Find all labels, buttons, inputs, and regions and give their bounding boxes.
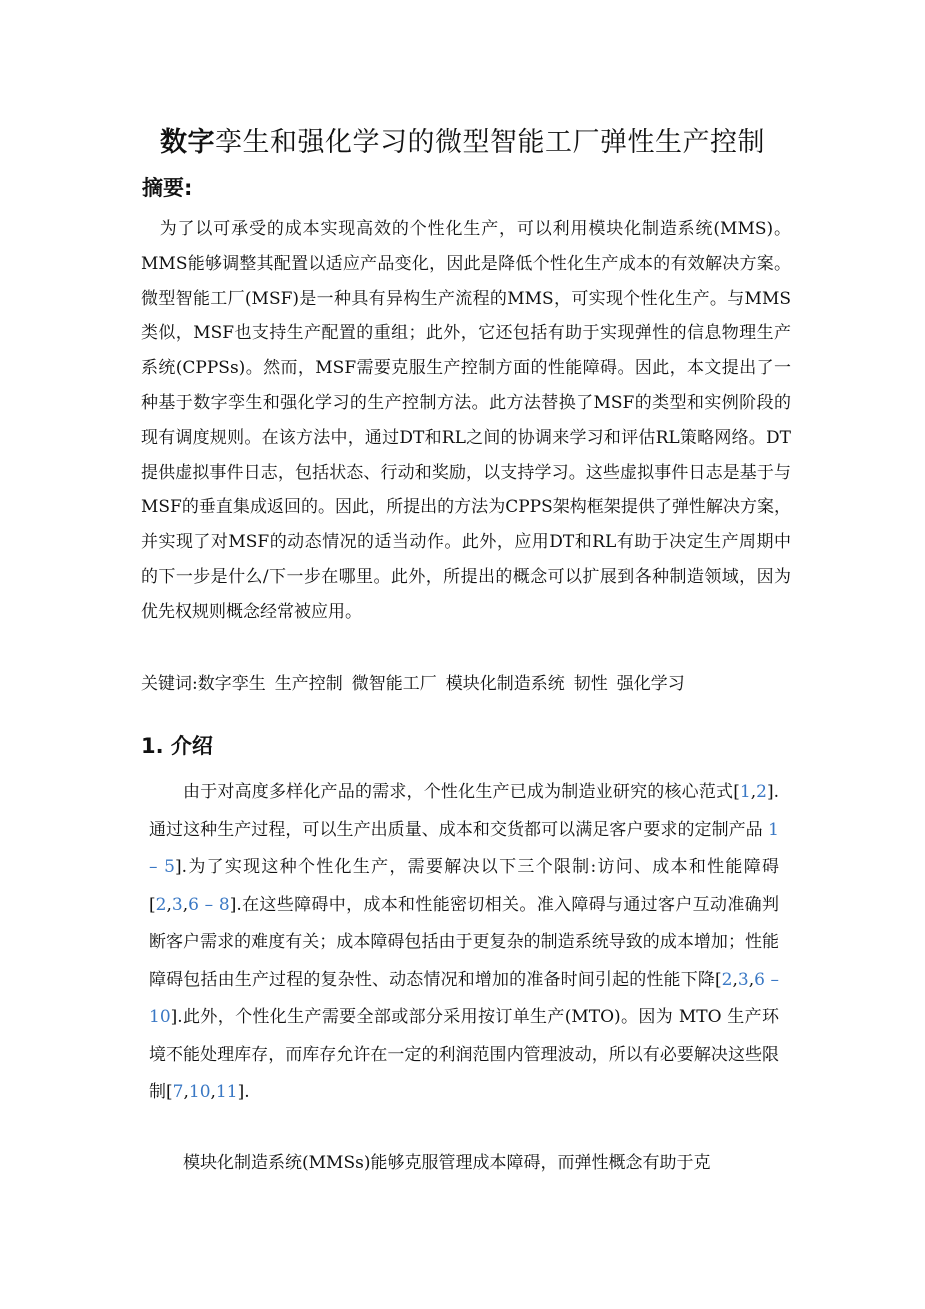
section-heading-introduction: 1. 介绍 — [141, 734, 213, 758]
body-text: 由于对高度多样化产品的需求，个性化生产已成为制造业研究的核心范式[ — [183, 782, 740, 802]
citation-link[interactable]: 6 – 8 — [188, 894, 230, 915]
body-text: , — [210, 1082, 216, 1102]
body-text: , — [748, 969, 755, 990]
body-text: ].在这些障碍中，成本和性能密切相关。准入障碍与通过客户互动准确判断客户需求的难度有关；成本障碍包括由于更复杂的制造系统导致的成本增加；性能障碍包括由生产过程的复杂性、动态情况和增加的准备时间引起的性能下降[ — [149, 894, 779, 990]
citation-link[interactable]: 2 — [721, 969, 733, 990]
citation-link[interactable]: 3 — [171, 894, 183, 915]
citation-link[interactable]: 1 – 5 — [149, 819, 779, 877]
body-text: ].通过这种生产过程，可以生产出质量、成本和交货都可以满足客户要求的定制产品 — [149, 782, 779, 840]
title-bold-part: 数字 — [160, 127, 215, 158]
citation-link[interactable]: 3 — [737, 969, 749, 990]
abstract-text: 为了以可承受的成本实现高效的个性化生产，可以利用模块化制造系统(MMS)。MMS能够调整其配置以适应产品变化，因此是降低个性化生产成本的有效解决方案。微型智能工厂(MSF)是一种具有异构生产流程的MMS，可实现个性化生产。与MMS类似，MSF也支持生产配置的重组；此外，它还包括有助于实现弹性的信息物理生产系统(CPPSs)。然而，MSF需要克服生产控制方面的性能障碍。因此，本文提出了一种基于数字孪生和强化学习的生产控制方法。此方法替换了MSF的类型和实例阶段的现有调度规则。在该方法中，通过DT和RL之间的协调来学习和评估RL策略网络。DT提供虚拟事件日志，包括状态、行动和奖励，以支持学习。这些虚拟事件日志是基于与MSF的垂直集成返回的。因此，所提出的方法为CPPS架构框架提供了弹性解决方案，并实现了对MSF的动态情况的适当动作。此外，应用DT和RL有助于决定生产周期中的下一步是什么/下一步在哪里。此外，所提出的概念可以扩展到各种制造领域，因为优先权规则概念经常被应用。 — [141, 219, 791, 622]
citation-link[interactable]: 2 — [756, 782, 767, 802]
document-title — [0, 120, 925, 159]
citation-link[interactable]: 2 — [155, 894, 167, 915]
keyword: 模块化制造系统 — [445, 674, 565, 694]
body-text: ]. — [237, 1082, 250, 1102]
keyword: 数字孪生 — [197, 674, 266, 694]
keywords-label: 关键词: — [141, 674, 198, 694]
citation-link[interactable]: 7 — [172, 1082, 184, 1102]
body-text: ].此外，个性化生产需要全部或部分采用按订单生产(MTO)。因为 MTO 生产环境不能处理库存，而库存允许在一定的利润范围内管理波动，所以有必要解决这些限制[ — [149, 1007, 779, 1102]
citation-link[interactable]: 11 — [215, 1082, 238, 1102]
citation-link[interactable]: 1 — [739, 782, 751, 802]
citation-link[interactable]: 10 — [188, 1082, 211, 1102]
body-text: , — [183, 1082, 189, 1102]
keyword: 强化学习 — [616, 674, 685, 694]
keyword: 生产控制 — [274, 674, 343, 694]
keyword: 微智能工厂 — [351, 674, 437, 694]
title-rest: 孪生和强化学习的微型智能工厂弹性生产控制 — [215, 127, 765, 158]
body-text: , — [732, 969, 738, 990]
citation-link[interactable]: 6 – 10 — [149, 969, 779, 1027]
abstract-heading: 摘要: — [142, 176, 193, 200]
body-text: ].为了实现这种个性化生产，需要解决以下三个限制:访问、成本和性能障碍[ — [149, 857, 779, 915]
intro-paragraph-2: 模块化制造系统(MMSs)能够克服管理成本障碍，而弹性概念有助于克 — [183, 1153, 711, 1173]
body-text: , — [182, 894, 189, 915]
keyword: 韧性 — [573, 674, 608, 694]
keywords-line — [141, 669, 694, 694]
intro-paragraph-1 — [149, 774, 779, 1112]
body-text: , — [166, 894, 172, 915]
body-text: , — [750, 782, 757, 802]
